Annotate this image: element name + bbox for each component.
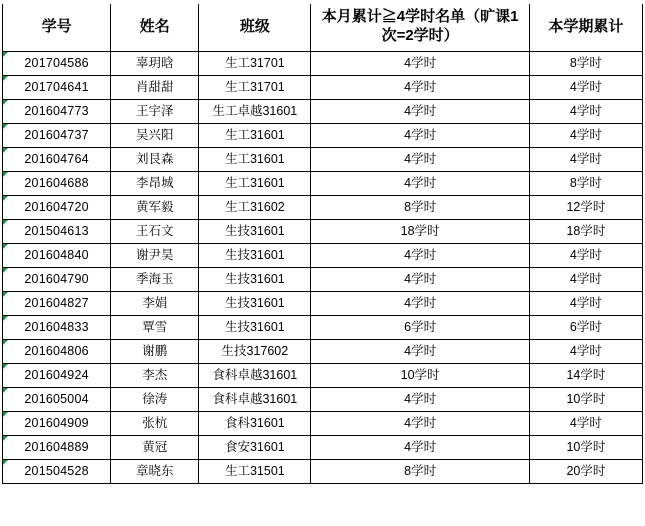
cell-student-name: 黄军毅 (111, 196, 199, 220)
comment-marker-icon (3, 364, 8, 369)
cell-term-hours: 14学时 (529, 364, 642, 388)
student-id-text: 201604889 (24, 440, 89, 455)
cell-monthly-hours: 4学时 (311, 52, 529, 76)
table-header-row (3, 3, 643, 52)
column-header-student-id: 学号 (3, 3, 111, 52)
table-row (3, 196, 643, 220)
student-id-text: 201604806 (24, 344, 89, 359)
cell-student-name: 刘艮森 (111, 148, 199, 172)
cell-class: 食科31601 (199, 412, 311, 436)
cell-student-name: 吴兴阳 (111, 124, 199, 148)
cell-student-id (3, 436, 111, 460)
table-row (3, 148, 643, 172)
comment-marker-icon (3, 316, 8, 321)
cell-term-hours: 4学时 (529, 148, 642, 172)
cell-class: 食科卓越31601 (199, 364, 311, 388)
comment-marker-icon (3, 460, 8, 465)
table-row (3, 268, 643, 292)
comment-marker-icon (3, 412, 8, 417)
cell-student-name: 徐涛 (111, 388, 199, 412)
student-id-text: 201604764 (24, 152, 89, 167)
cell-class: 生工31601 (199, 124, 311, 148)
comment-marker-icon (3, 268, 8, 273)
comment-marker-icon (3, 340, 8, 345)
cell-class: 生工31701 (199, 52, 311, 76)
comment-marker-icon (3, 148, 8, 153)
cell-student-id (3, 412, 111, 436)
cell-class: 生工31601 (199, 172, 311, 196)
cell-student-name: 章晓东 (111, 460, 199, 484)
cell-class: 生工31501 (199, 460, 311, 484)
cell-class: 食科卓越31601 (199, 388, 311, 412)
student-id-text: 201604720 (24, 200, 89, 215)
student-id-text: 201604909 (24, 416, 89, 431)
student-id-text: 201604790 (24, 272, 89, 287)
student-id-text: 201604840 (24, 248, 89, 263)
cell-student-id (3, 292, 111, 316)
comment-marker-icon (3, 292, 8, 297)
cell-class: 食安31601 (199, 436, 311, 460)
table-row (3, 100, 643, 124)
cell-term-hours: 8学时 (529, 52, 642, 76)
column-header-term-hours: 本学期累计 (529, 3, 642, 52)
cell-term-hours: 10学时 (529, 388, 642, 412)
student-id-text: 201604737 (24, 128, 89, 143)
cell-student-name: 肖甜甜 (111, 76, 199, 100)
cell-term-hours: 20学时 (529, 460, 642, 484)
cell-student-name: 李娟 (111, 292, 199, 316)
table-row (3, 412, 643, 436)
spreadsheet-sheet (0, 2, 645, 526)
comment-marker-icon (3, 244, 8, 249)
cell-monthly-hours: 8学时 (311, 196, 529, 220)
cell-student-id (3, 52, 111, 76)
table-row (3, 340, 643, 364)
comment-marker-icon (3, 172, 8, 177)
cell-class: 生工31601 (199, 148, 311, 172)
cell-monthly-hours: 10学时 (311, 364, 529, 388)
cell-student-name: 辜玥晗 (111, 52, 199, 76)
student-id-text: 201504528 (24, 464, 89, 479)
cell-student-id (3, 124, 111, 148)
cell-class: 生技31601 (199, 268, 311, 292)
comment-marker-icon (3, 436, 8, 441)
table-row (3, 172, 643, 196)
cell-student-id (3, 316, 111, 340)
cell-monthly-hours: 6学时 (311, 316, 529, 340)
student-id-text: 201604833 (24, 320, 89, 335)
table-row (3, 244, 643, 268)
cell-student-name: 覃雪 (111, 316, 199, 340)
student-id-text: 201604924 (24, 368, 89, 383)
cell-term-hours: 4学时 (529, 340, 642, 364)
cell-student-id (3, 172, 111, 196)
table-row (3, 124, 643, 148)
cell-monthly-hours: 4学时 (311, 100, 529, 124)
cell-monthly-hours: 4学时 (311, 76, 529, 100)
cell-student-name: 黄冠 (111, 436, 199, 460)
comment-marker-icon (3, 196, 8, 201)
cell-monthly-hours: 4学时 (311, 292, 529, 316)
student-id-text: 201604773 (24, 104, 89, 119)
cell-term-hours: 4学时 (529, 124, 642, 148)
cell-student-name: 李昂城 (111, 172, 199, 196)
table-row (3, 52, 643, 76)
cell-class: 生技31601 (199, 316, 311, 340)
student-id-text: 201704641 (24, 80, 89, 95)
cell-term-hours: 18学时 (529, 220, 642, 244)
student-id-text: 201604827 (24, 296, 89, 311)
cell-term-hours: 8学时 (529, 172, 642, 196)
cell-student-id (3, 460, 111, 484)
cell-monthly-hours: 8学时 (311, 460, 529, 484)
cell-class: 生工卓越31601 (199, 100, 311, 124)
cell-class: 生工31701 (199, 76, 311, 100)
student-id-text: 201504613 (24, 224, 89, 239)
table-row (3, 436, 643, 460)
cell-class: 生技317602 (199, 340, 311, 364)
comment-marker-icon (3, 220, 8, 225)
cell-student-name: 李杰 (111, 364, 199, 388)
table-row (3, 316, 643, 340)
cell-monthly-hours: 4学时 (311, 172, 529, 196)
column-header-monthly-hours: 本月累计≧4学时名单（旷课1次=2学时） (311, 3, 529, 52)
cell-student-id (3, 148, 111, 172)
cell-term-hours: 4学时 (529, 244, 642, 268)
comment-marker-icon (3, 124, 8, 129)
cell-student-id (3, 364, 111, 388)
table-row (3, 388, 643, 412)
cell-student-id (3, 244, 111, 268)
cell-class: 生技31601 (199, 220, 311, 244)
cell-monthly-hours: 4学时 (311, 436, 529, 460)
cell-term-hours: 4学时 (529, 100, 642, 124)
cell-monthly-hours: 18学时 (311, 220, 529, 244)
cell-term-hours: 10学时 (529, 436, 642, 460)
cell-monthly-hours: 4学时 (311, 124, 529, 148)
cell-student-name: 谢鹏 (111, 340, 199, 364)
cell-monthly-hours: 4学时 (311, 244, 529, 268)
column-header-name: 姓名 (111, 3, 199, 52)
table-row (3, 292, 643, 316)
cell-student-name: 季海玉 (111, 268, 199, 292)
cell-monthly-hours: 4学时 (311, 268, 529, 292)
table-row (3, 220, 643, 244)
table-row (3, 76, 643, 100)
cell-monthly-hours: 4学时 (311, 340, 529, 364)
student-id-text: 201704586 (24, 56, 89, 71)
cell-term-hours: 4学时 (529, 412, 642, 436)
cell-term-hours: 12学时 (529, 196, 642, 220)
cell-student-name: 谢尹昊 (111, 244, 199, 268)
cell-class: 生工31602 (199, 196, 311, 220)
cell-term-hours: 4学时 (529, 76, 642, 100)
comment-marker-icon (3, 388, 8, 393)
student-id-text: 201604688 (24, 176, 89, 191)
cell-term-hours: 6学时 (529, 316, 642, 340)
cell-student-id (3, 220, 111, 244)
comment-marker-icon (3, 52, 8, 57)
cell-class: 生技31601 (199, 292, 311, 316)
cell-student-id (3, 100, 111, 124)
sheet-top-edge (0, 2, 645, 4)
cell-student-id (3, 196, 111, 220)
cell-term-hours: 4学时 (529, 268, 642, 292)
cell-student-id (3, 268, 111, 292)
cell-class: 生技31601 (199, 244, 311, 268)
attendance-table (2, 2, 643, 484)
cell-monthly-hours: 4学时 (311, 412, 529, 436)
cell-student-id (3, 388, 111, 412)
student-id-text: 201605004 (24, 392, 89, 407)
cell-student-name: 王宇泽 (111, 100, 199, 124)
table-row (3, 364, 643, 388)
comment-marker-icon (3, 100, 8, 105)
cell-monthly-hours: 4学时 (311, 148, 529, 172)
column-header-class: 班级 (199, 3, 311, 52)
cell-term-hours: 4学时 (529, 292, 642, 316)
cell-student-name: 王石文 (111, 220, 199, 244)
cell-student-id (3, 76, 111, 100)
comment-marker-icon (3, 76, 8, 81)
cell-student-id (3, 340, 111, 364)
cell-monthly-hours: 4学时 (311, 388, 529, 412)
cell-student-name: 张杭 (111, 412, 199, 436)
table-row (3, 460, 643, 484)
